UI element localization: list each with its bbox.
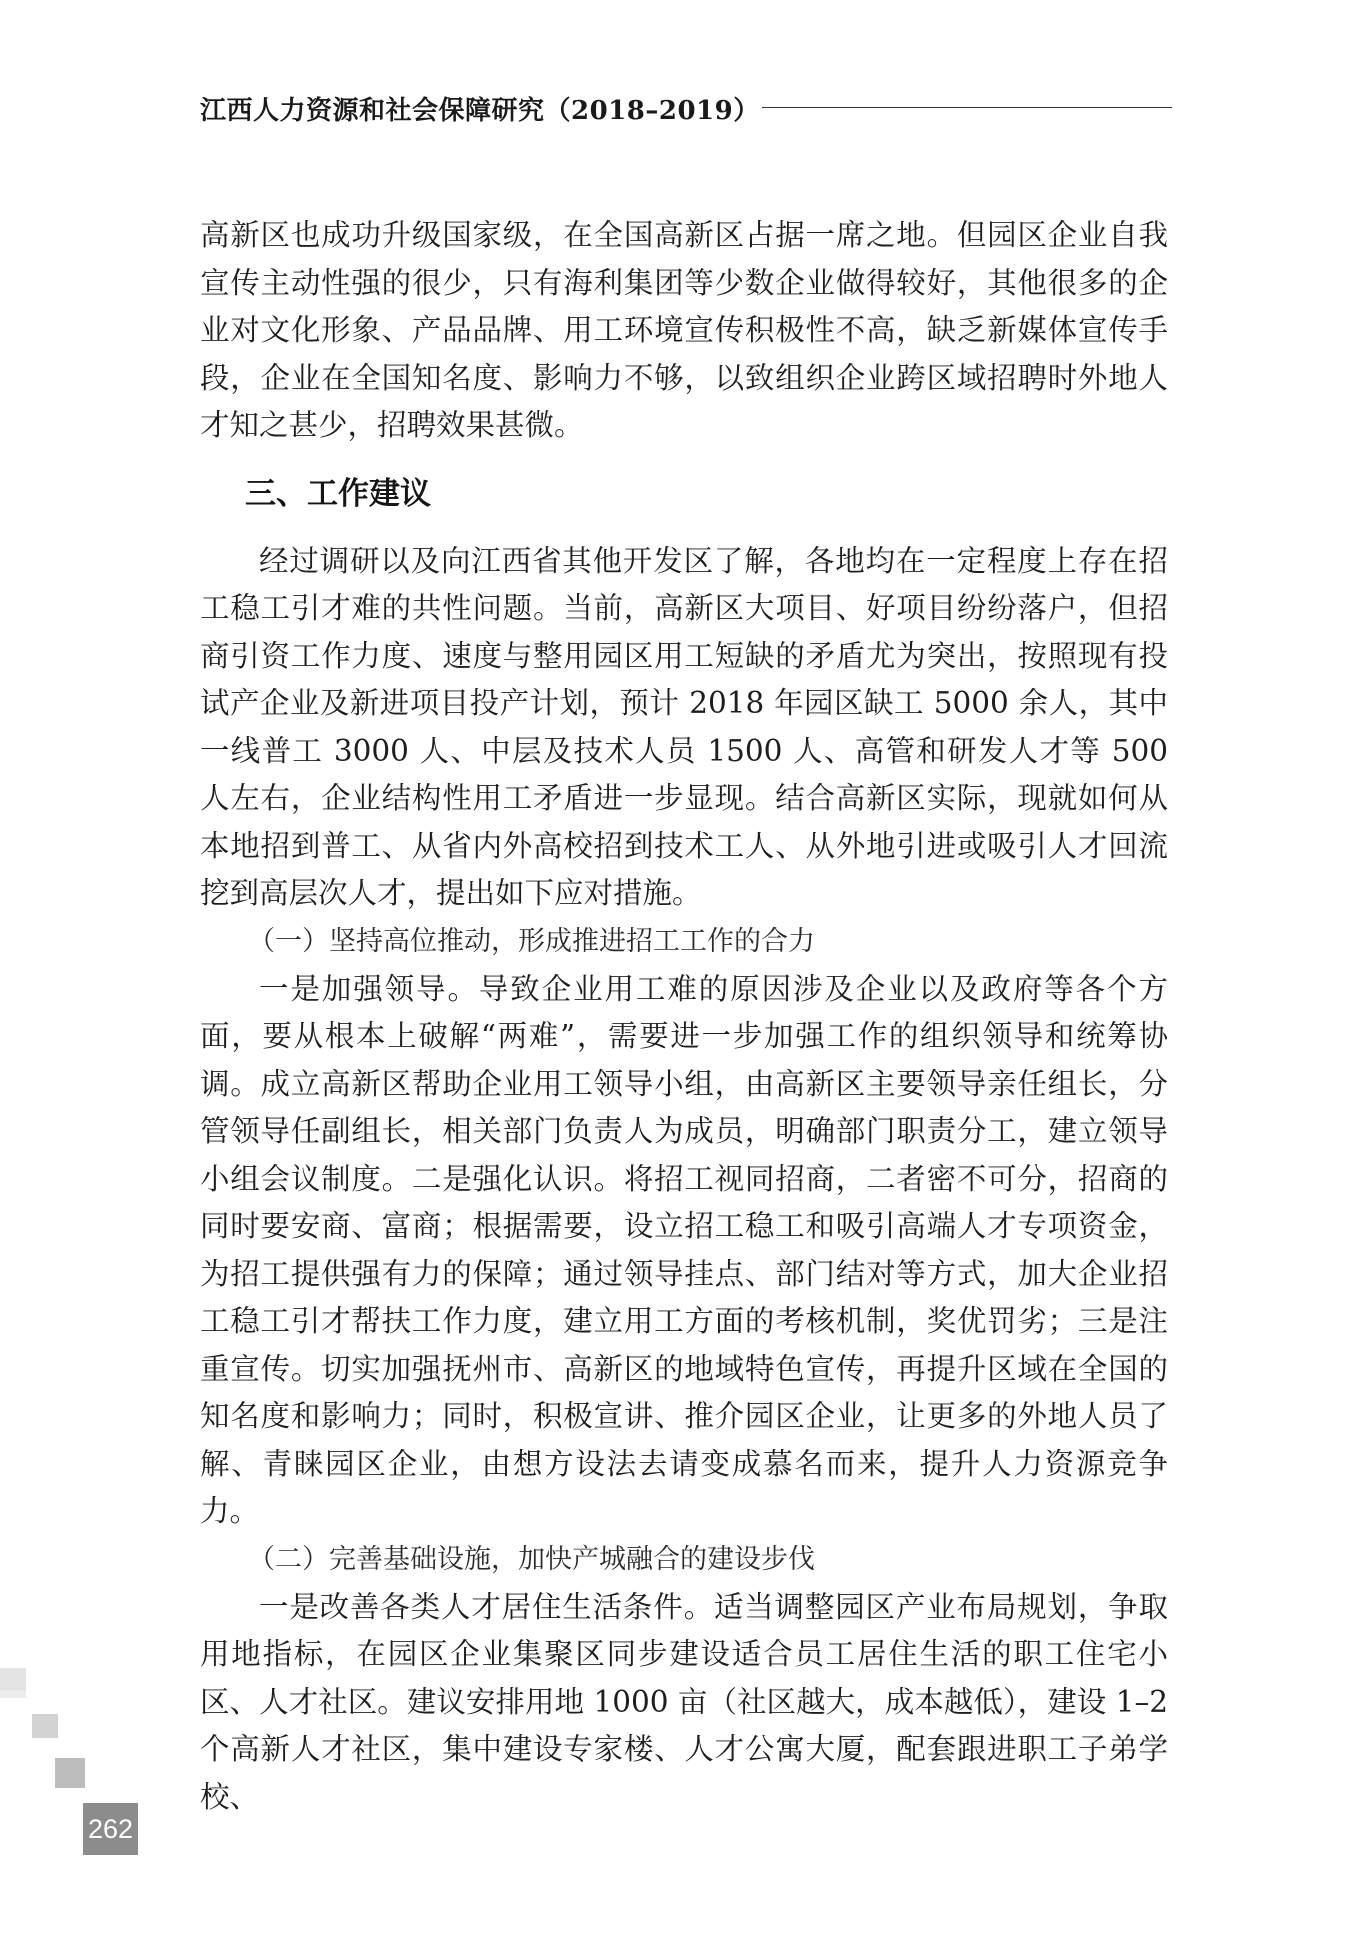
decorative-square (0, 1668, 26, 1690)
paragraph-leadership: 一是加强领导。导致企业用工难的原因涉及企业以及政府等各个方面，要从根本上破解“两难”，需要进一步加强工作的组织领导和统筹协调。成立高新区帮助企业用工领导小组，由高新区主要领导亲任组长，分管领导任副组长，相关部门负责人为成员，明确部门职责分工，建立领导小组会议制度。二是强化认识。将招工视同招商，二者密不可分，招商的同时要安商、富商；根据需要，设立招工稳工和吸引高端人才专项资金，为招工提供强有力的保障；通过领导挂点、部门结对等方式，加大企业招工稳工引才帮扶工作力度，建立用工方面的考核机制，奖优罚劣；三是注重宣传。切实加强抚州市、高新区的地域特色宣传，再提升区域在全国的知名度和影响力；同时，积极宣讲、推介园区企业，让更多的外地人员了解、青睐园区企业，由想方设法去请变成慕名而来，提升人力资源竞争力。 (200, 971, 1168, 1528)
header-rule (762, 107, 1172, 108)
decorative-square (55, 1758, 85, 1788)
paragraph-infrastructure: 一是改善各类人才居住生活条件。适当调整园区产业布局规划，争取用地指标，在园区企业集聚区同步建设适合员工居住生活的职工住宅小区、人才社区。建议安排用地 1000 亩（社区越大，成本越低），建设 1–2 个高新人才社区，集中建设专家楼、人才公寓大厦，配套跟进职工子弟学校、 (200, 1589, 1168, 1814)
decorative-square (32, 1714, 58, 1738)
page-number-box (83, 1803, 138, 1855)
decorative-square (0, 1690, 26, 1698)
body-text (200, 212, 1168, 1821)
running-header-title: 江西人力资源和社会保障研究（2018–2019） (200, 96, 760, 126)
page-number: 262 (87, 1813, 134, 1844)
section-heading: 三、工作建议 (245, 475, 431, 512)
paragraph-continuation: 高新区也成功升级国家级，在全国高新区占据一席之地。但园区企业自我宣传主动性强的很少，只有海利集团等少数企业做得较好，其他很多的企业对文化形象、产品品牌、用工环境宣传积极性不高，缺乏新媒体宣传手段，企业在全国知名度、影响力不够，以致组织企业跨区域招聘时外地人才知之甚少，招聘效果甚微。 (200, 218, 1168, 442)
paragraph-intro: 经过调研以及向江西省其他开发区了解，各地均在一定程度上存在招工稳工引才难的共性问题。当前，高新区大项目、好项目纷纷落户，但招商引资工作力度、速度与整用园区用工短缺的矛盾尤为突出，按照现有投试产企业及新进项目投产计划，预计 2018 年园区缺工 5000 余人，其中一线普工 3000 人、中层及技术人员 1500 人、高管和研发人才等 500 人左右，企业结构性用工矛盾进一步显现。结合高新区实际，现就如何从本地招到普工、从省内外高校招到技术工人、从外地引进或吸引人才回流挖到高层次人才，提出如下应对措施。 (200, 543, 1168, 910)
subheading-2: （二）完善基础设施，加快产城融合的建设步伐 (248, 1543, 815, 1575)
subheading-1: （一）坚持高位推动，形成推进招工工作的合力 (248, 925, 815, 957)
